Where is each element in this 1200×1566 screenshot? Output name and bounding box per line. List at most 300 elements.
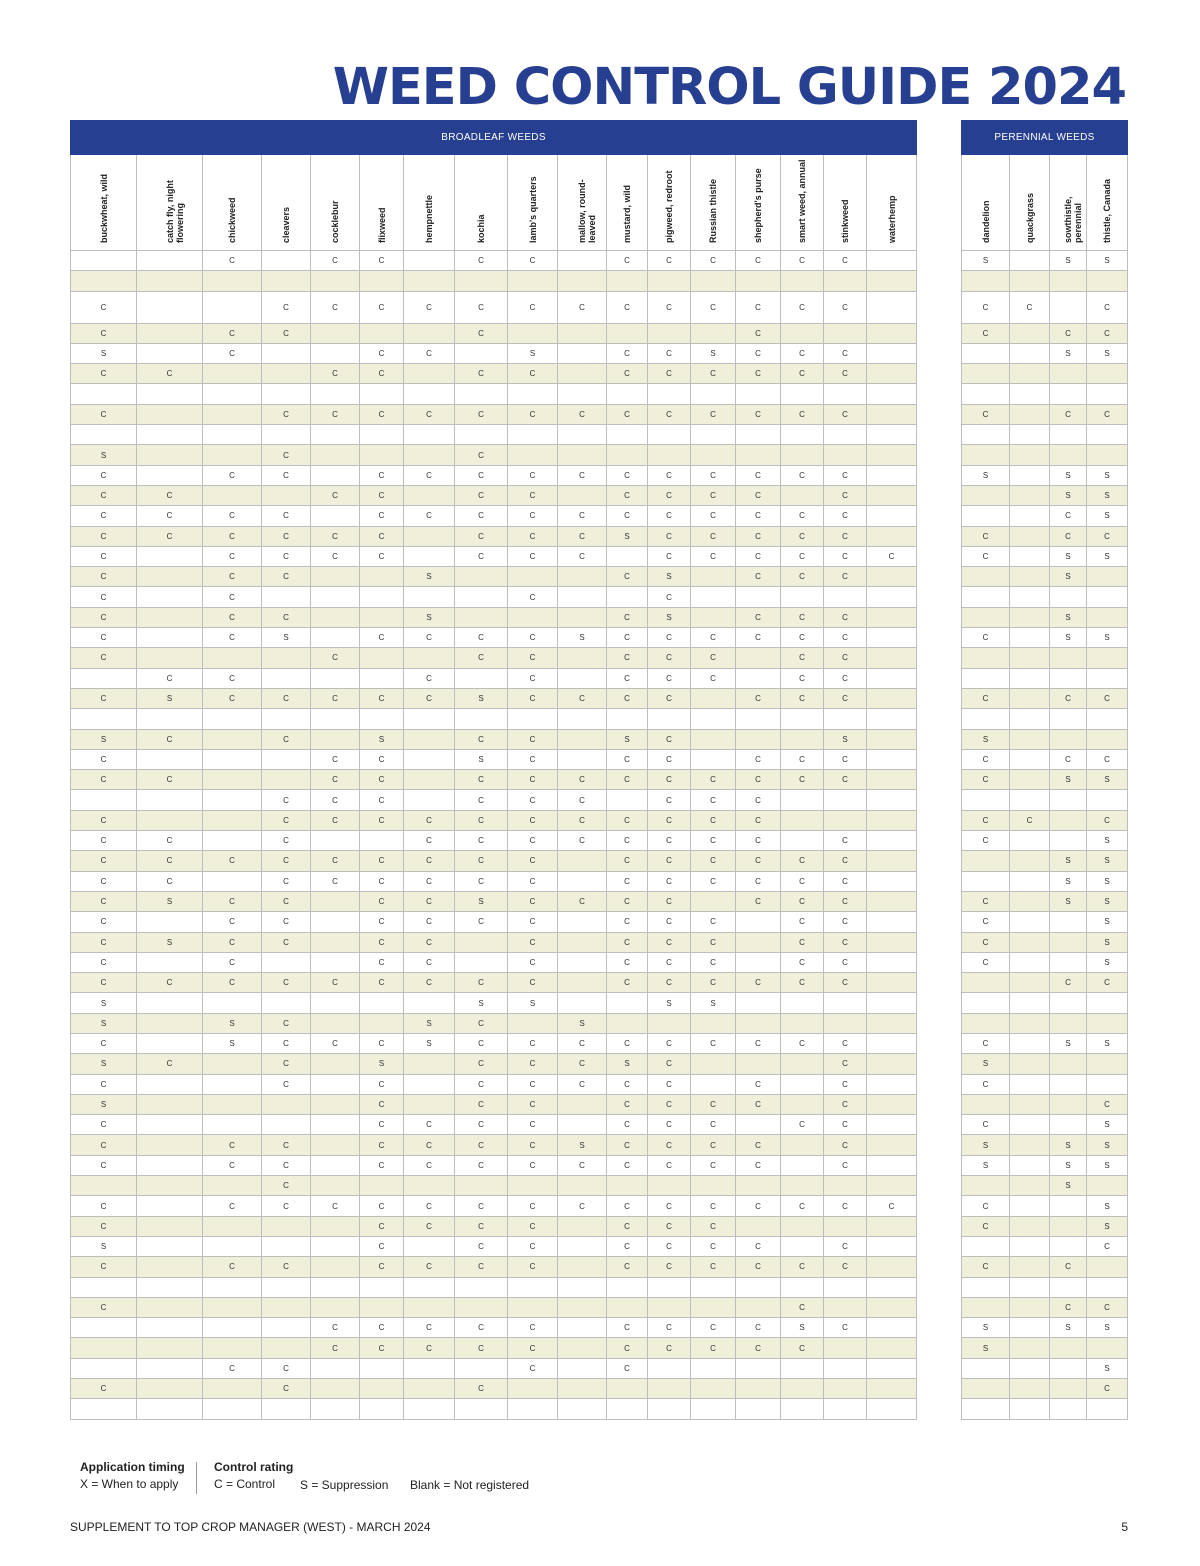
rating-cell xyxy=(360,1176,404,1196)
rating-cell xyxy=(1050,1399,1087,1419)
rating-cell xyxy=(311,932,360,952)
rating-cell xyxy=(867,1176,917,1196)
rating-cell xyxy=(137,291,203,323)
legend-timing-heading: Application timing xyxy=(80,1460,185,1474)
rating-cell xyxy=(736,425,781,445)
rating-cell xyxy=(1087,384,1128,404)
rating-cell xyxy=(867,1297,917,1317)
rating-cell xyxy=(360,1277,404,1297)
rating-cell xyxy=(404,1176,455,1196)
rating-cell: C xyxy=(558,688,607,708)
rating-cell xyxy=(311,628,360,648)
table-row xyxy=(962,384,1128,404)
rating-cell: S xyxy=(1087,952,1128,972)
rating-cell: C xyxy=(691,546,736,566)
rating-cell: S xyxy=(1087,465,1128,485)
column-header-label: cleavers xyxy=(281,206,291,243)
rating-cell xyxy=(1050,831,1087,851)
rating-cell: C xyxy=(1087,1236,1128,1256)
bl-column-header xyxy=(71,155,137,251)
rating-cell: S xyxy=(1087,546,1128,566)
rating-cell xyxy=(311,668,360,688)
rating-cell: C xyxy=(736,973,781,993)
rating-cell: C xyxy=(404,1216,455,1236)
rating-cell: C xyxy=(71,364,137,384)
rating-cell: S xyxy=(1087,343,1128,363)
rating-cell: C xyxy=(691,871,736,891)
rating-cell xyxy=(311,1094,360,1114)
rating-cell: C xyxy=(508,1196,558,1216)
rating-cell xyxy=(455,1358,508,1378)
rating-cell xyxy=(137,1013,203,1033)
rating-cell: S xyxy=(508,343,558,363)
rating-cell xyxy=(558,668,607,688)
rating-cell xyxy=(137,1115,203,1135)
rating-cell xyxy=(1010,1358,1050,1378)
rating-cell xyxy=(262,1094,311,1114)
rating-cell: C xyxy=(455,485,508,505)
rating-cell xyxy=(824,384,867,404)
rating-cell xyxy=(1050,1094,1087,1114)
rating-cell xyxy=(137,425,203,445)
rating-cell: C xyxy=(607,1338,648,1358)
rating-cell: C xyxy=(824,668,867,688)
rating-cell: C xyxy=(824,851,867,871)
rating-cell xyxy=(203,404,262,424)
rating-cell xyxy=(558,384,607,404)
rating-cell xyxy=(137,384,203,404)
rating-cell xyxy=(781,1094,824,1114)
table-row xyxy=(962,993,1128,1013)
rating-cell: C xyxy=(736,607,781,627)
rating-cell xyxy=(1010,688,1050,708)
rating-cell: C xyxy=(71,291,137,323)
rating-cell: S xyxy=(262,628,311,648)
rating-cell xyxy=(404,546,455,566)
rating-cell: C xyxy=(962,1033,1010,1053)
rating-cell: C xyxy=(824,688,867,708)
rating-cell xyxy=(508,1013,558,1033)
rating-cell: C xyxy=(558,526,607,546)
rating-cell: C xyxy=(203,323,262,343)
rating-cell: C xyxy=(736,364,781,384)
rating-cell: C xyxy=(404,891,455,911)
rating-cell xyxy=(1087,607,1128,627)
rating-cell: S xyxy=(1087,1216,1128,1236)
rating-cell: S xyxy=(558,1013,607,1033)
rating-cell: C xyxy=(203,932,262,952)
rating-cell: C xyxy=(508,526,558,546)
rating-cell xyxy=(824,1277,867,1297)
rating-cell xyxy=(781,1054,824,1074)
rating-cell: C xyxy=(455,291,508,323)
rating-cell: S xyxy=(455,993,508,1013)
rating-cell: C xyxy=(508,587,558,607)
rating-cell xyxy=(1050,810,1087,830)
rating-cell: C xyxy=(648,932,691,952)
rating-cell xyxy=(558,1115,607,1135)
rating-cell xyxy=(262,343,311,363)
rating-cell: C xyxy=(1087,1094,1128,1114)
rating-cell xyxy=(1010,648,1050,668)
rating-cell: C xyxy=(558,506,607,526)
rating-cell xyxy=(311,1176,360,1196)
rating-cell xyxy=(311,1358,360,1378)
rating-cell: C xyxy=(648,790,691,810)
table-row xyxy=(962,546,1128,566)
rating-cell: C xyxy=(508,770,558,790)
rating-cell: C xyxy=(360,1033,404,1053)
rating-cell xyxy=(607,384,648,404)
rating-cell: C xyxy=(404,1196,455,1216)
rating-cell: C xyxy=(360,790,404,810)
rating-cell xyxy=(360,1379,404,1399)
rating-cell xyxy=(691,1379,736,1399)
rating-cell xyxy=(262,1216,311,1236)
table-row xyxy=(71,912,917,932)
rating-cell xyxy=(71,271,137,291)
rating-cell: C xyxy=(360,810,404,830)
rating-cell xyxy=(691,729,736,749)
rating-cell: S xyxy=(781,1318,824,1338)
rating-cell xyxy=(962,851,1010,871)
rating-cell: C xyxy=(781,668,824,688)
rating-cell xyxy=(558,323,607,343)
rating-cell xyxy=(203,770,262,790)
rating-cell xyxy=(648,1297,691,1317)
rating-cell xyxy=(558,485,607,505)
rating-cell: C xyxy=(824,343,867,363)
rating-cell: C xyxy=(691,1135,736,1155)
rating-cell xyxy=(203,271,262,291)
table-row xyxy=(962,465,1128,485)
rating-cell xyxy=(1050,1338,1087,1358)
rating-cell xyxy=(311,1257,360,1277)
rating-cell xyxy=(311,729,360,749)
legend-rating-c: C = Control xyxy=(214,1477,276,1491)
rating-cell xyxy=(1010,445,1050,465)
table-row xyxy=(962,1033,1128,1053)
rating-cell: C xyxy=(71,1074,137,1094)
rating-cell xyxy=(404,1054,455,1074)
rating-cell xyxy=(607,993,648,1013)
rating-cell: C xyxy=(360,343,404,363)
rating-cell: S xyxy=(71,1094,137,1114)
table-row xyxy=(71,1277,917,1297)
rating-cell xyxy=(607,790,648,810)
table-row xyxy=(962,1379,1128,1399)
rating-cell: C xyxy=(508,1033,558,1053)
legend-rating-heading: Control rating xyxy=(214,1460,294,1474)
rating-cell xyxy=(824,1297,867,1317)
rating-cell xyxy=(137,1318,203,1338)
rating-cell xyxy=(1010,912,1050,932)
table-row xyxy=(71,1033,917,1053)
column-header-label: flixweed xyxy=(376,207,387,243)
rating-cell: C xyxy=(508,932,558,952)
rating-cell: C xyxy=(824,973,867,993)
rating-cell xyxy=(1087,648,1128,668)
rating-cell: C xyxy=(607,1318,648,1338)
rating-cell xyxy=(262,271,311,291)
rating-cell: C xyxy=(455,1013,508,1033)
rating-cell: C xyxy=(137,506,203,526)
rating-cell xyxy=(203,485,262,505)
rating-cell: C xyxy=(71,1379,137,1399)
pr-column-header xyxy=(1050,155,1087,251)
rating-cell xyxy=(1050,1216,1087,1236)
rating-cell xyxy=(455,567,508,587)
rating-cell xyxy=(607,1277,648,1297)
rating-cell: C xyxy=(691,952,736,972)
rating-cell xyxy=(691,1013,736,1033)
rating-cell: C xyxy=(558,546,607,566)
rating-cell xyxy=(648,445,691,465)
rating-cell: S xyxy=(1087,912,1128,932)
rating-cell xyxy=(824,1379,867,1399)
rating-cell: C xyxy=(648,749,691,769)
rating-cell: C xyxy=(648,648,691,668)
rating-cell xyxy=(691,1054,736,1074)
rating-cell: S xyxy=(691,993,736,1013)
column-header-label: mallow, round-leaved xyxy=(577,179,597,243)
rating-cell: C xyxy=(311,871,360,891)
rating-cell: C xyxy=(203,587,262,607)
rating-cell: C xyxy=(262,1155,311,1175)
rating-cell: C xyxy=(262,729,311,749)
rating-cell: C xyxy=(781,1196,824,1216)
table-row xyxy=(71,729,917,749)
rating-cell xyxy=(962,587,1010,607)
table-row xyxy=(962,1054,1128,1074)
rating-cell xyxy=(508,1297,558,1317)
rating-cell: C xyxy=(71,871,137,891)
rating-cell: S xyxy=(71,343,137,363)
rating-cell xyxy=(867,1399,917,1419)
rating-cell: C xyxy=(781,1033,824,1053)
rating-cell xyxy=(137,404,203,424)
rating-cell xyxy=(1010,729,1050,749)
rating-cell xyxy=(962,709,1010,729)
rating-cell xyxy=(203,1399,262,1419)
rating-cell: C xyxy=(607,1196,648,1216)
rating-cell: C xyxy=(824,770,867,790)
rating-cell: C xyxy=(781,952,824,972)
rating-cell: C xyxy=(137,851,203,871)
rating-cell xyxy=(1087,729,1128,749)
rating-cell xyxy=(962,364,1010,384)
rating-cell xyxy=(137,810,203,830)
rating-cell xyxy=(962,271,1010,291)
rating-cell xyxy=(203,384,262,404)
rating-cell: C xyxy=(781,912,824,932)
rating-cell: C xyxy=(360,1318,404,1338)
rating-cell xyxy=(1010,831,1050,851)
rating-cell xyxy=(137,1155,203,1175)
rating-cell xyxy=(691,1176,736,1196)
rating-cell: S xyxy=(455,688,508,708)
rating-cell: C xyxy=(736,323,781,343)
rating-cell xyxy=(962,425,1010,445)
rating-cell: C xyxy=(607,628,648,648)
rating-cell xyxy=(1050,912,1087,932)
rating-cell xyxy=(71,1176,137,1196)
rating-cell: C xyxy=(824,1318,867,1338)
rating-cell: C xyxy=(607,404,648,424)
rating-cell: S xyxy=(137,932,203,952)
rating-cell xyxy=(962,648,1010,668)
rating-cell: C xyxy=(137,485,203,505)
rating-cell: S xyxy=(1087,251,1128,271)
rating-cell xyxy=(311,465,360,485)
rating-cell: C xyxy=(311,485,360,505)
rating-cell: C xyxy=(71,810,137,830)
rating-cell xyxy=(455,1277,508,1297)
rating-cell: S xyxy=(962,1338,1010,1358)
rating-cell: C xyxy=(404,1257,455,1277)
rating-cell xyxy=(203,1379,262,1399)
rating-cell: S xyxy=(1050,1176,1087,1196)
rating-cell xyxy=(262,251,311,271)
rating-cell: C xyxy=(455,404,508,424)
rating-cell: C xyxy=(648,851,691,871)
rating-cell: C xyxy=(648,465,691,485)
rating-cell xyxy=(867,1236,917,1256)
rating-cell: S xyxy=(404,1013,455,1033)
rating-cell: C xyxy=(404,404,455,424)
rating-cell: C xyxy=(508,485,558,505)
rating-cell xyxy=(137,790,203,810)
rating-cell: C xyxy=(404,810,455,830)
rating-cell: S xyxy=(404,607,455,627)
rating-cell: C xyxy=(691,1236,736,1256)
rating-cell: S xyxy=(1087,1155,1128,1175)
broadleaf-weeds-header: BROADLEAF WEEDS xyxy=(71,121,917,155)
rating-cell: C xyxy=(607,912,648,932)
rating-cell xyxy=(558,1236,607,1256)
rating-cell: C xyxy=(781,251,824,271)
rating-cell xyxy=(962,1277,1010,1297)
rating-cell: C xyxy=(508,251,558,271)
rating-cell xyxy=(137,749,203,769)
rating-cell xyxy=(455,607,508,627)
rating-cell: C xyxy=(824,1155,867,1175)
rating-cell xyxy=(781,425,824,445)
rating-cell xyxy=(648,384,691,404)
rating-cell: S xyxy=(1050,851,1087,871)
rating-cell xyxy=(360,1399,404,1419)
table-row xyxy=(962,1318,1128,1338)
table-row xyxy=(962,912,1128,932)
pr-column-header xyxy=(962,155,1010,251)
rating-cell xyxy=(781,1155,824,1175)
rating-cell xyxy=(781,709,824,729)
table-row xyxy=(962,343,1128,363)
rating-cell: C xyxy=(71,1155,137,1175)
rating-cell: C xyxy=(648,1236,691,1256)
rating-cell xyxy=(262,709,311,729)
rating-cell: C xyxy=(455,1257,508,1277)
table-row xyxy=(71,364,917,384)
rating-cell: C xyxy=(962,1115,1010,1135)
rating-cell: C xyxy=(1050,1297,1087,1317)
bl-column-header xyxy=(736,155,781,251)
rating-cell xyxy=(1087,993,1128,1013)
rating-cell xyxy=(71,1338,137,1358)
rating-cell xyxy=(1050,271,1087,291)
rating-cell xyxy=(736,1379,781,1399)
rating-cell: C xyxy=(781,526,824,546)
rating-cell: C xyxy=(558,1196,607,1216)
rating-cell: C xyxy=(404,1155,455,1175)
rating-cell xyxy=(1010,749,1050,769)
table-row xyxy=(962,973,1128,993)
rating-cell: C xyxy=(404,851,455,871)
rating-cell xyxy=(203,1074,262,1094)
rating-cell xyxy=(455,709,508,729)
table-row xyxy=(962,749,1128,769)
rating-cell: C xyxy=(736,810,781,830)
rating-cell xyxy=(311,445,360,465)
rating-cell: S xyxy=(962,1135,1010,1155)
rating-cell: C xyxy=(1050,749,1087,769)
rating-cell xyxy=(558,1358,607,1378)
rating-cell xyxy=(691,445,736,465)
rating-cell xyxy=(71,251,137,271)
rating-cell xyxy=(1050,932,1087,952)
rating-cell: C xyxy=(508,790,558,810)
rating-cell: S xyxy=(1087,1318,1128,1338)
rating-cell: C xyxy=(781,648,824,668)
rating-cell: C xyxy=(691,1115,736,1135)
rating-cell: C xyxy=(962,770,1010,790)
rating-cell xyxy=(1050,1196,1087,1216)
rating-cell xyxy=(1087,1054,1128,1074)
rating-cell xyxy=(781,1176,824,1196)
rating-cell xyxy=(404,1379,455,1399)
rating-cell: C xyxy=(71,1216,137,1236)
rating-cell xyxy=(558,729,607,749)
rating-cell xyxy=(137,1399,203,1419)
bl-column-header xyxy=(455,155,508,251)
table-row xyxy=(71,648,917,668)
rating-cell xyxy=(824,993,867,1013)
rating-cell: C xyxy=(71,749,137,769)
rating-cell xyxy=(137,567,203,587)
rating-cell xyxy=(824,1216,867,1236)
table-row xyxy=(962,1399,1128,1419)
table-row xyxy=(962,952,1128,972)
rating-cell xyxy=(137,1074,203,1094)
table-row xyxy=(962,1216,1128,1236)
table-row xyxy=(962,1115,1128,1135)
rating-cell: C xyxy=(962,749,1010,769)
rating-cell xyxy=(824,1358,867,1378)
rating-cell: C xyxy=(607,343,648,363)
rating-cell xyxy=(867,668,917,688)
rating-cell: C xyxy=(262,871,311,891)
rating-cell xyxy=(736,587,781,607)
rating-cell xyxy=(691,323,736,343)
rating-cell: C xyxy=(607,749,648,769)
rating-cell xyxy=(558,271,607,291)
table-row xyxy=(962,323,1128,343)
rating-cell: C xyxy=(262,1379,311,1399)
table-row xyxy=(71,1155,917,1175)
rating-cell: C xyxy=(262,912,311,932)
rating-cell: C xyxy=(360,546,404,566)
rating-cell xyxy=(455,668,508,688)
